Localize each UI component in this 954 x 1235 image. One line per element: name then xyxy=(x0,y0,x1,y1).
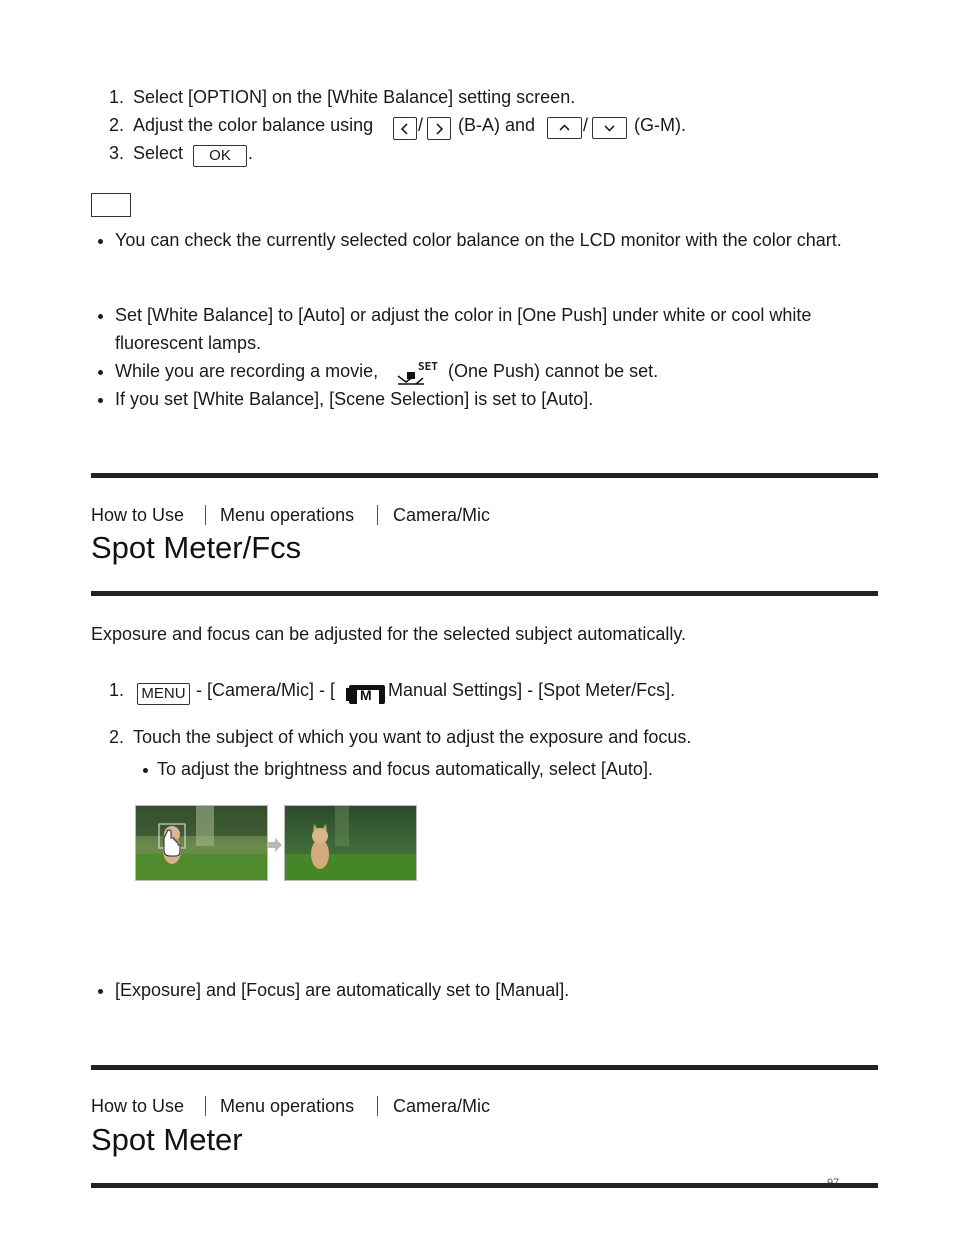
step-number: 1. xyxy=(108,680,124,700)
one-push-wb-icon xyxy=(396,361,442,387)
step-text: Adjust the color balance using xyxy=(133,115,374,135)
period-text: . xyxy=(248,143,254,163)
step-number: 2. xyxy=(108,727,124,747)
step-number: 3. xyxy=(108,143,124,163)
manual-icon-letter: M xyxy=(360,687,372,703)
breadcrumb-separator xyxy=(377,1096,378,1116)
step-text: Select [OPTION] on the [White Balance] setting screen. xyxy=(133,87,576,107)
adjusted-subject-photo xyxy=(284,805,417,881)
sub-step-text: To adjust the brightness and focus automatically, select [Auto]. xyxy=(157,759,653,779)
note-text: Set [White Balance] to [Auto] or adjust the color in [One Push] under white or cool white xyxy=(115,305,812,325)
intro-text: Exposure and focus can be adjusted for the selected subject automatically. xyxy=(91,624,687,644)
bullet-icon xyxy=(143,768,148,773)
breadcrumb xyxy=(91,505,691,527)
breadcrumb-separator xyxy=(205,1096,206,1116)
step-text: Manual Settings] - [Spot Meter/Fcs]. xyxy=(388,680,676,700)
breadcrumb-how-to-use[interactable]: How to Use xyxy=(91,1096,185,1116)
page-title: Spot Meter/Fcs xyxy=(91,530,302,565)
section-divider xyxy=(91,1183,878,1188)
hint-text: You can check the currently selected color balance on the LCD monitor with the color chart. xyxy=(115,230,842,250)
ok-button-icon: OK xyxy=(193,145,247,167)
section-divider xyxy=(91,473,878,478)
menu-button-icon: MENU xyxy=(137,683,190,705)
hint-label-box xyxy=(91,193,131,217)
bullet-icon xyxy=(98,370,103,375)
step-text: Touch the subject of which you want to adjust the exposure and focus. xyxy=(133,727,692,747)
bullet-icon xyxy=(98,989,103,994)
note-text: If you set [White Balance], [Scene Selection] is set to [Auto]. xyxy=(115,389,594,409)
up-arrow-button-icon xyxy=(547,117,582,139)
note-text: [Exposure] and [Focus] are automatically set to [Manual]. xyxy=(115,980,570,1000)
manual-camera-icon xyxy=(346,682,386,706)
set-icon-label: SET xyxy=(418,360,438,373)
section-divider xyxy=(91,591,878,596)
step-text: - [Camera/Mic] - [ xyxy=(196,680,336,700)
ba-text: (B-A) and xyxy=(458,115,536,135)
note-text: fluorescent lamps. xyxy=(115,333,262,353)
bullet-icon xyxy=(98,314,103,319)
breadcrumb-menu-operations[interactable]: Menu operations xyxy=(220,505,355,525)
right-arrow-button-icon xyxy=(427,117,451,140)
section-divider xyxy=(91,1065,878,1070)
slash-text: / xyxy=(418,115,424,135)
note-text: While you are recording a movie, xyxy=(115,361,379,381)
arrow-right-icon xyxy=(268,836,282,850)
note-text: (One Push) cannot be set. xyxy=(448,361,659,381)
slash-text: / xyxy=(583,115,589,135)
breadcrumb-camera-mic[interactable]: Camera/Mic xyxy=(393,505,491,525)
bullet-icon xyxy=(98,398,103,403)
breadcrumb-separator xyxy=(377,505,378,525)
bullet-icon xyxy=(98,239,103,244)
step-text: Select xyxy=(133,143,184,163)
breadcrumb-how-to-use[interactable]: How to Use xyxy=(91,505,185,525)
breadcrumb-menu-operations[interactable]: Menu operations xyxy=(220,1096,355,1116)
left-arrow-button-icon xyxy=(393,117,417,140)
down-arrow-button-icon xyxy=(592,117,627,139)
breadcrumb-separator xyxy=(205,505,206,525)
touch-subject-photo xyxy=(135,805,268,881)
breadcrumb-camera-mic[interactable]: Camera/Mic xyxy=(393,1096,491,1116)
gm-text: (G-M). xyxy=(634,115,686,135)
step-number: 2. xyxy=(108,115,124,135)
step-number: 1. xyxy=(108,87,124,107)
breadcrumb xyxy=(91,1096,691,1118)
page-title: Spot Meter xyxy=(91,1122,243,1157)
